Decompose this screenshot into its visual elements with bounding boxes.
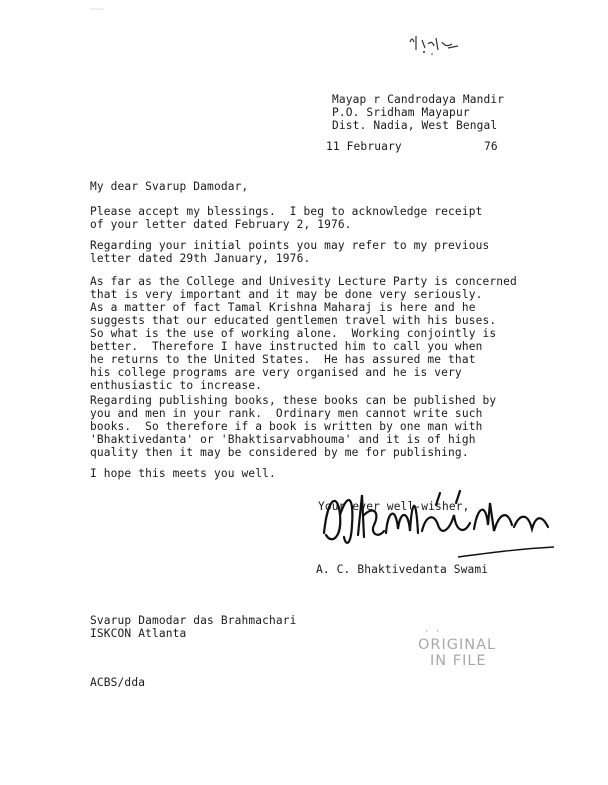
salutation: My dear Svarup Damodar, xyxy=(90,180,249,193)
stamp-mark: · · xyxy=(424,627,441,637)
stamp-original: ORIGINAL xyxy=(418,637,497,653)
recipient-name: Svarup Damodar das Brahmachari xyxy=(90,614,297,627)
text-line: 'Bhaktivedanta' or 'Bhaktisarvabhouma' and it is of high xyxy=(90,433,476,446)
text-line: suggests that our educated gentlemen travel with his buses. xyxy=(90,314,497,327)
reference-initials: ACBS/dda xyxy=(90,676,146,689)
letter-year: 76 xyxy=(484,140,498,153)
recipient-location: ISKCON Atlanta xyxy=(90,627,187,640)
paragraph-2 xyxy=(90,239,489,265)
paragraph-1 xyxy=(90,205,482,231)
text-line: you and men in your rank. Ordinary men cannot write such xyxy=(90,407,483,420)
address-line-3: Dist. Nadia, West Bengal xyxy=(332,119,498,132)
stamp-in-file: IN FILE xyxy=(430,653,487,669)
scan-mark xyxy=(90,8,104,10)
text-line: that is very important and it may be done very seriously. xyxy=(90,288,483,301)
paragraph-4 xyxy=(90,394,496,459)
text-line: better. Therefore I have instructed him to call you when xyxy=(90,340,483,353)
closing-line: I hope this meets you well. xyxy=(90,467,276,480)
text-line: he returns to the United States. He has assured me that xyxy=(90,353,476,366)
text-line: Regarding publishing books, these books can be published by xyxy=(90,394,497,407)
address-line-1: Mayap r Candrodaya Mandir xyxy=(332,93,505,106)
signatory-name: A. C. Bhaktivedanta Swami xyxy=(316,563,489,576)
letter-date: 11 February xyxy=(326,140,402,153)
address-line-2: P.O. Sridham Mayapur xyxy=(332,106,470,119)
text-line: enthusiastic to increase. xyxy=(90,379,263,392)
text-line: his college programs are very organised and he is very xyxy=(90,366,462,379)
text-line: letter dated 29th January, 1976. xyxy=(90,252,311,265)
closing: Your ever well-wisher, xyxy=(318,500,470,513)
text-line: Regarding your initial points you may refer to my previous xyxy=(90,239,490,252)
paragraph-3 xyxy=(90,275,517,392)
text-line: As far as the College and Univesity Lecture Party is concerned xyxy=(90,275,517,288)
text-line: So what is the use of working alone. Working conjointly is xyxy=(90,327,497,340)
text-line: quality then it may be considered by me for publishing. xyxy=(90,446,469,459)
text-line: As a matter of fact Tamal Krishna Maharaj is here and he xyxy=(90,301,476,314)
text-line: books. So therefore if a book is written by one man with xyxy=(90,420,483,433)
text-line: Please accept my blessings. I beg to acknowledge receipt xyxy=(90,205,483,218)
handwritten-signature xyxy=(318,485,558,565)
text-line: of your letter dated February 2, 1976. xyxy=(90,218,352,231)
handwritten-mark xyxy=(404,30,464,60)
